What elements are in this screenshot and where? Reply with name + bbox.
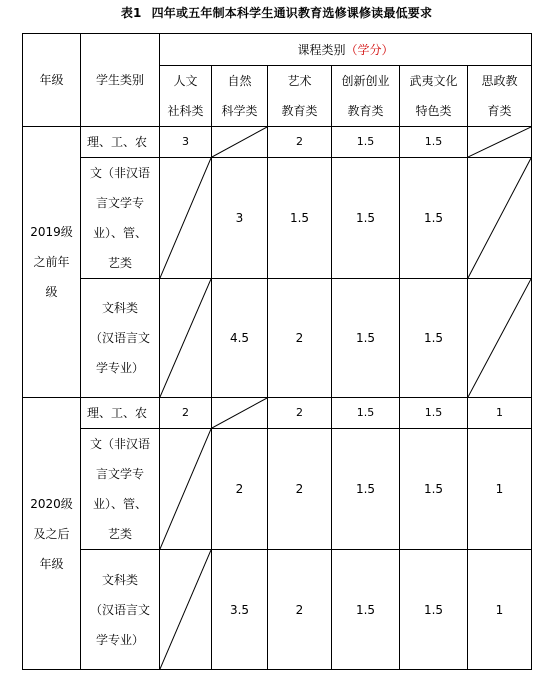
credit-cell: 1.5 (332, 158, 400, 279)
credit-cell: 1.5 (400, 398, 468, 429)
credit-cell: 2 (268, 127, 332, 158)
credit-cell: 1 (468, 398, 532, 429)
credit-cell: 2 (268, 550, 332, 670)
credit-cell: 1.5 (400, 550, 468, 670)
course-type-header (160, 34, 532, 66)
credit-cell: 1 (468, 429, 532, 550)
credit-cell: 2 (268, 398, 332, 429)
grade-cell-2020: 2020级 及之后 年级 (23, 398, 81, 670)
table-row (23, 398, 532, 429)
credit-cell: 1.5 (400, 279, 468, 398)
not-applicable-cell (212, 127, 268, 158)
table-row (23, 158, 532, 279)
not-applicable-cell (160, 550, 212, 670)
student-type-header: 学生类别 (81, 34, 160, 127)
grade-header: 年级 (23, 34, 81, 127)
not-applicable-cell (468, 158, 532, 279)
grade-cell-2019: 2019级 之前年 级 (23, 127, 81, 398)
credit-cell: 1.5 (268, 158, 332, 279)
table-row (23, 550, 532, 670)
credit-cell: 1.5 (400, 429, 468, 550)
student-type-cell: 文（非汉语 言文学专 业）、管、 艺类 (81, 158, 160, 279)
table-caption (0, 4, 553, 21)
credit-cell: 3 (212, 158, 268, 279)
credit-cell: 1 (468, 550, 532, 670)
table-row (23, 429, 532, 550)
student-type-cell: 理、工、农 (81, 127, 160, 158)
credit-cell: 1.5 (400, 127, 468, 158)
credit-cell: 1.5 (332, 550, 400, 670)
credit-cell: 2 (160, 398, 212, 429)
credit-cell: 2 (268, 279, 332, 398)
student-type-cell: 文科类 （汉语言文 学专业） (81, 550, 160, 670)
table-row (23, 127, 532, 158)
category-header-natural-science: 自然 科学类 (212, 66, 268, 127)
category-header-wuyi-culture: 武夷文化 特色类 (400, 66, 468, 127)
not-applicable-cell (160, 429, 212, 550)
credit-cell: 1.5 (332, 398, 400, 429)
not-applicable-cell (160, 158, 212, 279)
requirements-table (22, 33, 532, 670)
credit-cell: 1.5 (400, 158, 468, 279)
not-applicable-cell (160, 279, 212, 398)
student-type-cell: 文（非汉语 言文学专 业）、管、 艺类 (81, 429, 160, 550)
credit-unit-label: （学分） (345, 42, 394, 57)
not-applicable-cell (468, 127, 532, 158)
credit-cell: 1.5 (332, 429, 400, 550)
credit-cell: 2 (268, 429, 332, 550)
credit-cell: 3.5 (212, 550, 268, 670)
not-applicable-cell (468, 279, 532, 398)
category-header-innovation: 创新创业 教育类 (332, 66, 400, 127)
student-type-cell: 理、工、农 (81, 398, 160, 429)
category-header-humanities: 人文 社科类 (160, 66, 212, 127)
caption-label: 表1 (120, 6, 142, 20)
caption-text: 四年或五年制本科学生通识教育选修课修读最低要求 (151, 6, 433, 20)
credit-cell: 1.5 (332, 279, 400, 398)
not-applicable-cell (212, 398, 268, 429)
credit-cell: 4.5 (212, 279, 268, 398)
course-type-label: 课程类别 (297, 42, 346, 57)
student-type-cell: 文科类 （汉语言文 学专业） (81, 279, 160, 398)
table-row (23, 279, 532, 398)
credit-cell: 3 (160, 127, 212, 158)
credit-cell: 1.5 (332, 127, 400, 158)
category-header-arts: 艺术 教育类 (268, 66, 332, 127)
credit-cell: 2 (212, 429, 268, 550)
category-header-ideological: 思政教 育类 (468, 66, 532, 127)
